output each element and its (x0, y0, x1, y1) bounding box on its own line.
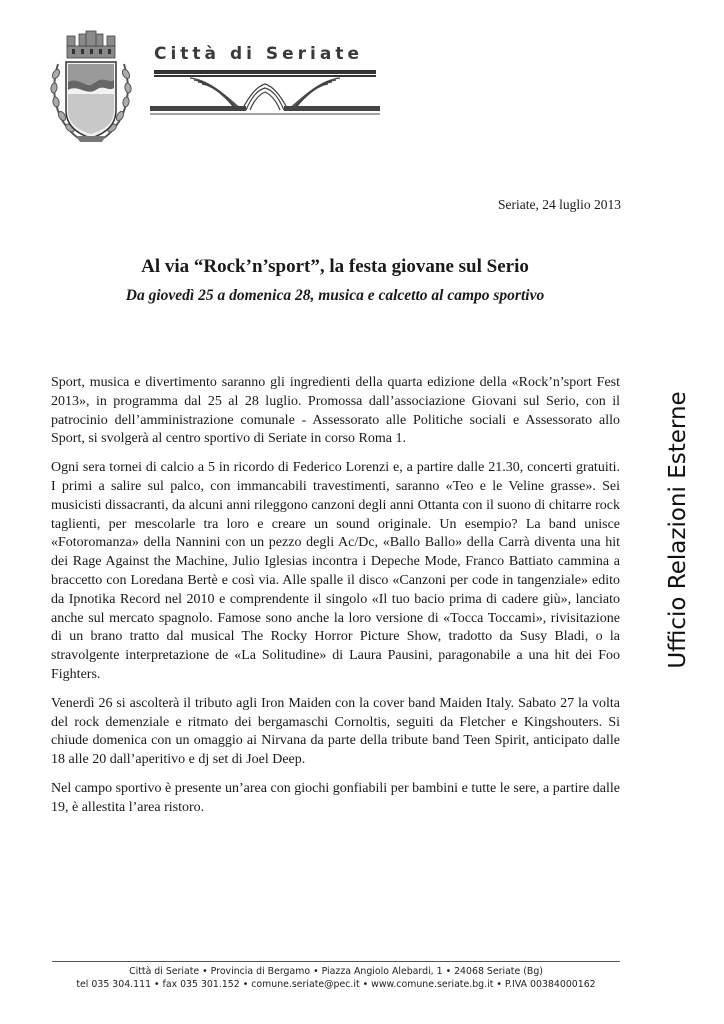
office-side-label: Ufficio Relazioni Esterne (665, 391, 691, 669)
date-line: Seriate, 24 luglio 2013 (498, 197, 621, 212)
footer-contacts: tel 035 304.111 • fax 035 301.152 • comune.seriate@pec.it • www.comune.seriate.bg.it • P.IVA 00384000162 (76, 979, 596, 991)
paragraph: Nel campo sportivo è presente un’area con giochi gonfiabili per bambini e tutte le sere, a partire dalle 19, è allestita l’area ristoro. (51, 780, 620, 815)
city-logo-text: Città di Seriate (154, 44, 363, 64)
paragraph: Venerdì 26 si ascolterà il tributo agli Iron Maiden con la cover band Maiden Italy. Sabato 27 la volta del rock demenziale e ritmato dei bergamaschi Cornoltis, seguiti da Fletcher e Kingshouters. Si chiude domenica con un omaggio ai Nirvana da parte della tribute band Teen Spirit, anticipato dalle 18 alle 20 dall’aperitivo e dj set di Joel Deep. (51, 695, 620, 768)
footer-divider (52, 961, 620, 962)
footer (48, 965, 624, 992)
paragraph: Ogni sera tornei di calcio a 5 in ricordo di Federico Lorenzi e, a partire dalle 21.30, concerti gratuiti. I primi a salire sul palco, con immancabili travestimenti, saranno «Teo e le Veline grasse». Sei musicisti dissacranti, da alcuni anni rileggono canzoni degli anni Ottanta con il suono di chitarre rock taglienti, per mescolarle tra loro e creare un sound originale. Un esempio? La band unisce «Fotoromanza» della Nannini con un pezzo degli Ac/Dc, «Ballo Ballo» della Carrà diventa una hit dei Rage Against the Machine, Julio Iglesias incontra i Depeche Mode, Franco Battiato cammina a braccetto con Loredana Bertè e così via. Alle spalle il disco «Canzoni per code in tangenziale» edito da Ipnotika Record nel 2010 e comprendente il singolo «Il tuo bacio prima di cadere giù», lanciato anche sul mercato spagnolo. Famose sono anche la loro versione di «Tocca Toccami», rivisitazione di un brano tratto dal musical The Rocky Horror Picture Show, tradotto da Susy Bladi, o la stravolgente interpretazione de «La Solitudine» di Laura Pausini, paragonabile a una hit dei Foo Fighters. (51, 460, 620, 682)
bridge-icon (150, 44, 380, 124)
city-logo (150, 44, 380, 124)
press-release-title: Al via “Rock’n’sport”, la festa giovane sul Serio (141, 256, 529, 277)
footer-address: Città di Seriate • Provincia di Bergamo • Piazza Angiolo Alebardi, 1 • 24068 Seriate (Bg) (129, 966, 543, 977)
paragraph: Sport, musica e divertimento saranno gli ingredienti della quarta edizione della «Rock’n’sport Fest 2013», in programma dal 25 al 28 luglio. Promossa dall’associazione Giovani sul Serio, con il patrocinio dell’amministrazione comunale - Assessorato alle Politiche sociali e Assessorato allo Sport, si svolgerà al centro sportivo di Seriate in corso Roma 1. (51, 375, 620, 447)
press-release-subtitle: Da giovedì 25 a domenica 28, musica e calcetto al campo sportivo (125, 287, 545, 304)
article-body (51, 374, 620, 828)
municipal-crest (48, 30, 134, 148)
